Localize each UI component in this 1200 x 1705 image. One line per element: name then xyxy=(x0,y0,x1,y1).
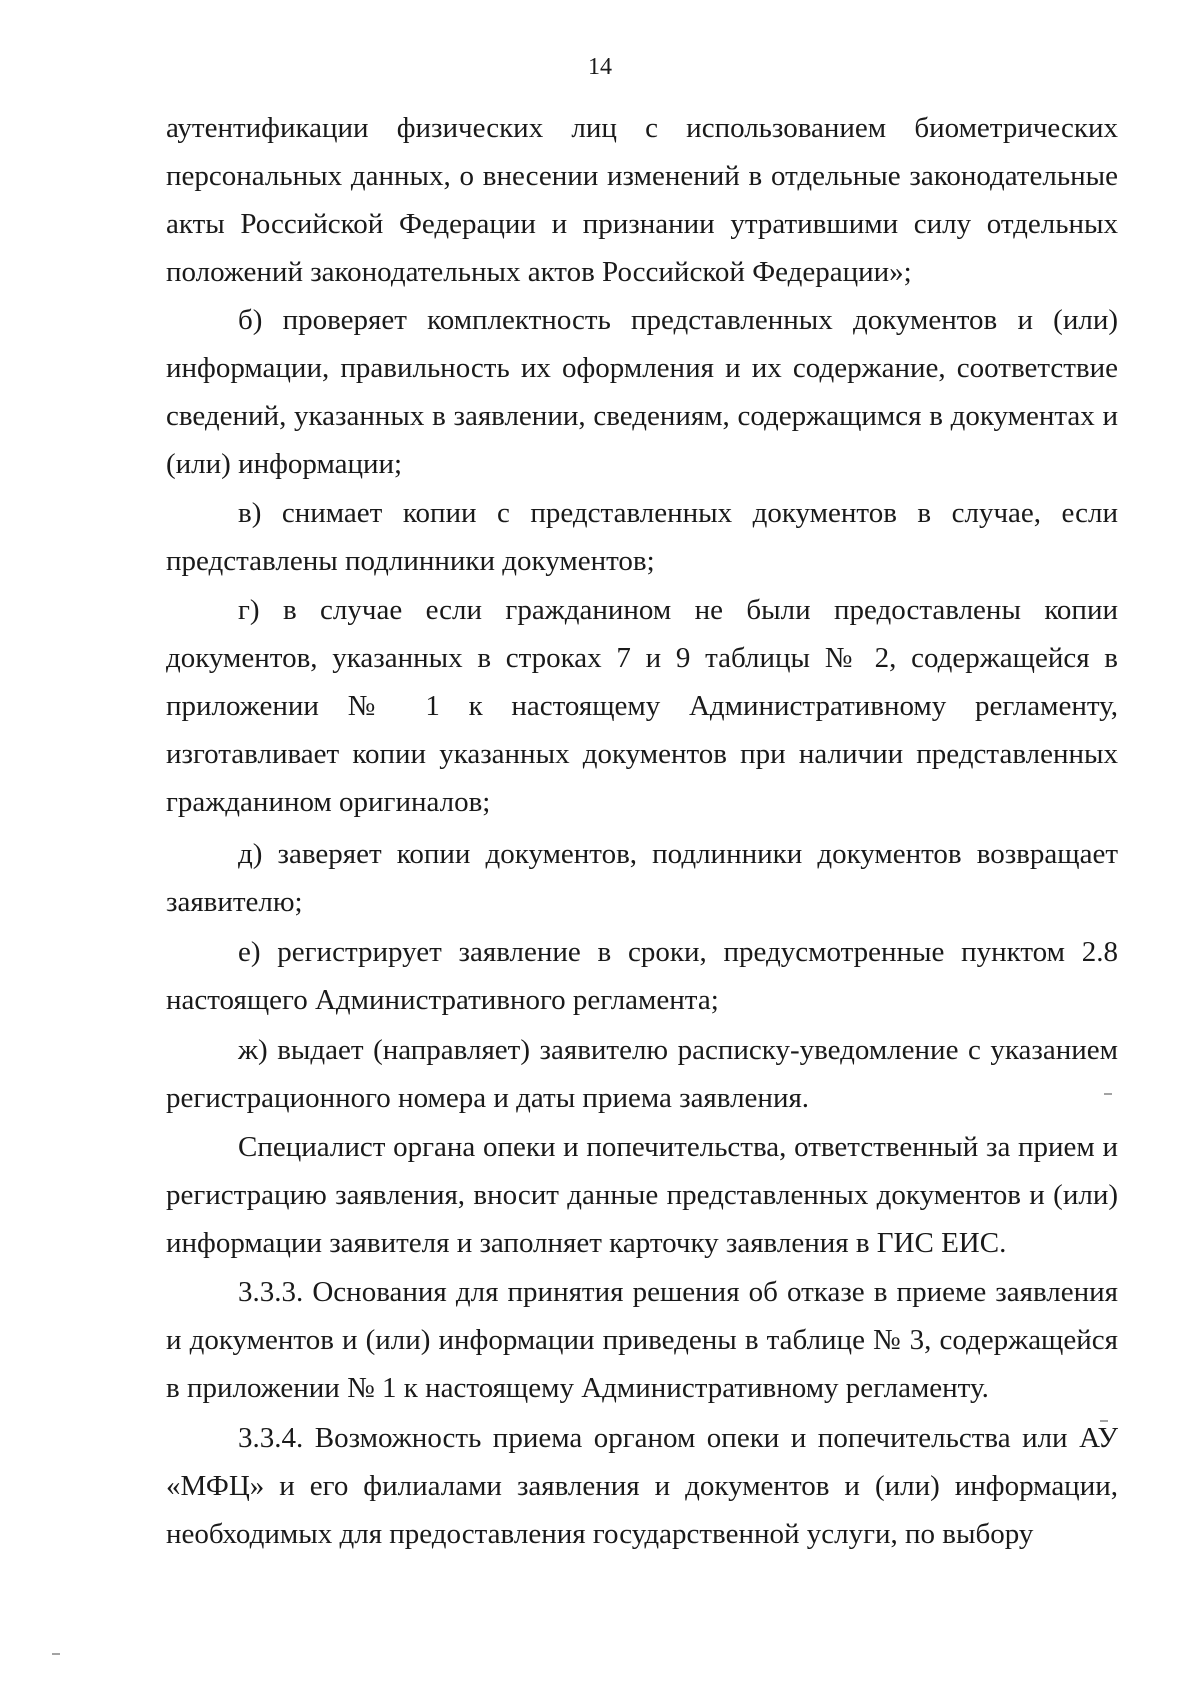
paragraph-item-v xyxy=(166,489,1118,585)
paragraph-text: в) снимает копии с представленных документов в случае, если представлены подлинники документов; xyxy=(166,497,1118,577)
page-number: 14 xyxy=(588,54,612,80)
paragraph-item-e xyxy=(166,928,1118,1024)
paragraph-specialist xyxy=(166,1123,1118,1267)
paragraph-section-3-3-3 xyxy=(166,1268,1118,1412)
paragraph-item-g xyxy=(166,586,1118,826)
paragraph-text: ж) выдает (направляет) заявителю расписку-уведомление с указанием регистрационного номера и даты приема заявления. xyxy=(166,1034,1118,1114)
paragraph-text: Специалист органа опеки и попечительства, ответственный за прием и регистрацию заявления, вносит данные представленных документов и (или) информации заявителя и заполняет карточку заявления в ГИС ЕИС. xyxy=(166,1131,1118,1259)
paragraph-item-d xyxy=(166,830,1118,926)
paragraph-text: 3.3.3. Основания для принятия решения об отказе в приеме заявления и документов и (или) информации приведены в таблице № 3, содержащейся в приложении № 1 к настоящему Административному регламенту. xyxy=(166,1276,1118,1404)
paragraph-continuation xyxy=(166,104,1118,296)
paragraph-text: аутентификации физических лиц с использованием биометрических персональных данных, о внесении изменений в отдельные законодательные акты Российской Федерации и признании утратившими силу отдельных положений законодательных актов Российской Федерации»; xyxy=(166,112,1118,288)
paragraph-text: б) проверяет комплектность представленных документов и (или) информации, правильность их оформления и их содержание, соответствие сведений, указанных в заявлении, сведениям, содержащимся в документах и (или) информации; xyxy=(166,304,1118,480)
scan-artifact xyxy=(1100,1420,1108,1422)
scan-artifact xyxy=(1104,1093,1112,1095)
paragraph-item-zh xyxy=(166,1026,1118,1122)
paragraph-text: г) в случае если гражданином не были предоставлены копии документов, указанных в строках 7 и 9 таблицы № 2, содержащейся в приложении № 1 к настоящему Административному регламенту, изготавливает копии указанных документов при наличии представленных гражданином оригиналов; xyxy=(166,594,1118,818)
paragraph-text: д) заверяет копии документов, подлинники документов возвращает заявителю; xyxy=(166,838,1118,918)
paragraph-text: 3.3.4. Возможность приема органом опеки и попечительства или АУ «МФЦ» и его филиалами заявления и документов и (или) информации, необходимых для предоставления государственной услуги, по выбору xyxy=(166,1422,1118,1550)
paragraph-item-b xyxy=(166,296,1118,488)
paragraph-text: е) регистрирует заявление в сроки, предусмотренные пунктом 2.8 настоящего Административного регламента; xyxy=(166,936,1118,1016)
paragraph-section-3-3-4 xyxy=(166,1414,1118,1558)
scan-artifact xyxy=(52,1653,60,1655)
